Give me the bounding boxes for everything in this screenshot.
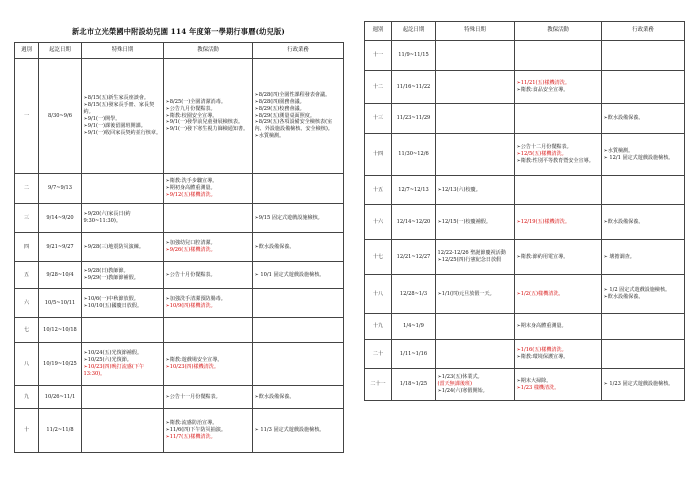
teaching-activities-cell [515,205,602,240]
date-range-cell: 10/26~11/1 [39,386,82,409]
entry-text: ➢10/23(四)晚打流感(下午13:30)。 [83,364,145,377]
admin-tasks-cell [602,275,685,314]
teaching-activities-cell [515,41,602,71]
document-title: 新北市立光榮國中附設幼兒園 114 年度第一學期行事曆(幼兒版) [72,27,285,36]
entry-text: ➢ 10/1 固定式遊戲設施檢核。 [254,271,325,278]
table-row [365,176,685,205]
entry-text: ➢9/15 固定式遊戲設施檢核。 [254,214,323,221]
admin-tasks-cell [253,233,344,262]
week-number-cell: 十九 [365,314,392,340]
table-row [365,104,685,134]
entry-text: ➢9/1(一)開學。 [83,116,121,122]
entry-text: ➢水質檢測。 [603,147,634,154]
week-number-cell: 十 [15,409,39,453]
date-range-cell: 11/30~12/6 [392,134,436,176]
date-range-cell: 10/12~10/18 [39,318,82,343]
date-range-cell: 1/11~1/16 [392,340,436,369]
teaching-activities-cell [164,204,253,233]
entry-text: ➢12/13(六)校慶。 [437,186,481,193]
header-admin-tasks: 行政業務 [253,43,344,59]
entry-text: ➢公告十二月份餐點表。 [516,144,572,151]
admin-tasks-cell [602,340,685,369]
header-range: 起訖日期 [392,22,436,41]
special-dates-cell [436,275,515,314]
entry-text: ➢8/28(四)園務會議。 [254,98,305,105]
admin-tasks-cell [602,176,685,205]
entry-text: ➢10/10(五)國慶日放假。 [83,303,143,309]
entry-text: ➢9/1(一)發學前兒童發展檢核表。 [165,119,244,126]
teaching-activities-cell [164,59,253,174]
table-row [15,262,344,289]
admin-tasks-cell [253,343,344,386]
date-range-cell: 1/18~1/25 [392,369,436,401]
entry-text: ➢衛教:遊戲場安全宣導。 [165,357,223,364]
entry-text: ➢ 11/3 固定式遊戲設施檢核。 [254,427,325,434]
table-row [365,275,685,314]
entry-text: ➢衛教:校園安全宣導。 [165,112,218,119]
special-dates-cell [82,59,164,174]
header-admin-tasks: 行政業務 [602,22,685,41]
week-number-cell: 二 [15,174,39,204]
entry-text: ➢8/29(五)各項設備安全檢核表(室內、外設施設備檢核、安全檢核)。 [254,119,333,133]
special-dates-cell [82,386,164,409]
entry-text: ➢12/19(五)樣機清洗。 [516,218,570,225]
teaching-activities-cell [164,289,253,318]
table-row [365,71,685,104]
teaching-activities-cell [164,343,253,386]
table-row [15,386,344,409]
special-dates-cell [436,41,515,71]
date-range-cell: 11/16~11/22 [392,71,436,104]
entry-text: ➢期末身高體重測量。 [516,323,567,330]
entry-text: ➢1/16(五)樣機清洗。 [516,347,567,354]
entry-text: ➢1/2(五)樣機清洗。 [516,290,564,297]
header-teaching-activities: 教保活動 [164,43,253,59]
entry-text: (當天無課後班) [437,381,473,388]
entry-text: ➢水質檢測。 [254,133,285,140]
admin-tasks-cell [602,314,685,340]
table-row [15,289,344,318]
entry-text: ➢10/6(一)中秋節放假。 [83,296,139,303]
date-range-cell: 9/7~9/13 [39,174,82,204]
special-dates-cell [82,343,164,386]
entry-text: ➢ 12/1 固定式遊戲設施檢核。 [603,154,674,161]
entry-text: ➢10/25(六)光復節。 [83,357,132,364]
admin-tasks-cell [602,41,685,71]
admin-tasks-cell [253,174,344,204]
teaching-activities-cell [515,134,602,176]
entry-text: ➢飲水設備保養。 [603,115,644,122]
teaching-activities-cell [515,176,602,205]
teaching-activities-cell [164,174,253,204]
teaching-activities-cell [515,275,602,314]
teaching-activities-cell [164,386,253,409]
week-number-cell: 九 [15,386,39,409]
entry-text: 12/22-12/26 聖誕節慶祝活動 [437,250,506,257]
date-range-cell: 12/28~1/3 [392,275,436,314]
week-number-cell: 一 [15,59,39,174]
week-number-cell: 二十 [365,340,392,369]
table-row [365,340,685,369]
entry-text: ➢1/24(六)寒假開始。 [437,387,488,394]
table-row [365,41,685,71]
admin-tasks-cell [602,205,685,240]
table-row [365,205,685,240]
entry-text: ➢8/25(一)全園清潔消毒。 [165,98,226,105]
schedule-table-right [364,21,685,401]
calendar-page-right [364,21,684,401]
date-range-cell: 10/19~10/25 [39,343,82,386]
week-number-cell: 五 [15,262,39,289]
date-range-cell: 11/2~11/8 [39,409,82,453]
entry-text: ➢8/29(五)校務會議。 [254,105,305,112]
entry-text: ➢公告十一月份餐點表。 [165,393,221,400]
admin-tasks-cell [602,240,685,275]
entry-text: ➢10/23(四)樣機清洗。 [165,364,219,370]
entry-text: ➢期末大掃除。 [516,377,552,384]
entry-text: ➢ 壞擔調查。 [603,253,635,260]
table-row [365,314,685,340]
special-dates-cell [436,205,515,240]
special-dates-cell [82,409,164,453]
entry-text: ➢ 1/23 固定式遊戲設施檢核。 [603,381,674,388]
entry-text: ➢衛教:性別平等教育暨安全宣導。 [516,157,594,164]
date-range-cell: 12/14~12/20 [392,205,436,240]
entry-text: ➢12/15(一)校慶補假。 [437,218,491,225]
week-number-cell: 十六 [365,205,392,240]
entry-text: ➢1/23(五)休業式。 [437,374,483,381]
week-number-cell: 三 [15,204,39,233]
entry-text: ➢公告十月份餐點表。 [165,271,216,278]
entry-text: ➢9/1(一)收回家長契約並行核章。 [83,129,162,136]
admin-tasks-cell [602,369,685,401]
week-number-cell: 十一 [365,41,392,71]
entry-text: ➢8/28(四)全園性課程發表會議。 [254,91,331,98]
week-number-cell: 十四 [365,134,392,176]
admin-tasks-cell [253,262,344,289]
special-dates-cell [82,233,164,262]
date-range-cell: 1/4~1/9 [392,314,436,340]
date-range-cell: 9/28~10/4 [39,262,82,289]
special-dates-cell [436,369,515,401]
teaching-activities-cell [164,233,253,262]
entry-text: ➢9/20(六)家長日(約9:30~11:30)。 [83,211,131,224]
schedule-table-left [14,42,344,453]
special-dates-cell [436,104,515,134]
week-number-cell: 四 [15,233,39,262]
entry-text: ➢飲水設備保養。 [603,294,644,300]
date-range-cell: 12/21~12/27 [392,240,436,275]
date-range-cell: 9/21~9/27 [39,233,82,262]
entry-text: ➢12/25(四)行憲紀念日放假 [437,257,502,263]
teaching-activities-cell [164,262,253,289]
special-dates-cell [436,340,515,369]
entry-text: ➢飲水設備保養。 [603,218,644,225]
date-range-cell: 9/14~9/20 [39,204,82,233]
week-number-cell: 八 [15,343,39,386]
week-number-cell: 六 [15,289,39,318]
admin-tasks-cell [253,59,344,174]
special-dates-cell [436,134,515,176]
admin-tasks-cell [602,71,685,104]
date-range-cell: 10/5~10/11 [39,289,82,318]
entry-text: ➢9/12(五)樣機清洗。 [165,191,216,198]
entry-text: ➢9/28(日)教師節。 [83,268,129,275]
table-row [15,409,344,453]
entry-text: ➢衛教:節約用電宣導。 [516,253,569,260]
table-row [15,59,344,174]
special-dates-cell [436,71,515,104]
week-number-cell: 十八 [365,275,392,314]
admin-tasks-cell [602,134,685,176]
entry-text: ➢8/29(五)測量桌面照度。 [254,112,315,119]
week-number-cell: 十二 [365,71,392,104]
teaching-activities-cell [515,340,602,369]
special-dates-cell [82,289,164,318]
special-dates-cell [436,176,515,205]
header-range: 起訖日期 [39,43,82,59]
entry-text: ➢8/15(五)新生家長座談會。 [83,95,150,102]
admin-tasks-cell [253,409,344,453]
entry-text: ➢衛教:洗手步驟宣導。 [165,178,218,185]
teaching-activities-cell [515,314,602,340]
header-special-dates: 特殊日期 [82,43,164,59]
admin-tasks-cell [253,318,344,343]
special-dates-cell [436,240,515,275]
entry-text: ➢飲水設備保養。 [254,393,295,400]
entry-text: ➢9/1(一)課後留園班開課。 [83,122,146,129]
teaching-activities-cell [515,369,602,401]
special-dates-cell [82,262,164,289]
entry-text: ➢1/23 樣機清洗。 [516,384,560,391]
table-row [15,343,344,386]
special-dates-cell [82,204,164,233]
teaching-activities-cell [164,318,253,343]
entry-text: ➢衛教:環境保護宣導。 [516,354,569,360]
header-week: 週別 [365,22,392,41]
entry-text: ➢10/24(五)光復節補假。 [83,350,143,357]
table-row [15,318,344,343]
table-row [365,240,685,275]
entry-text: ➢11/6(四)下午防災抽演。 [165,427,226,434]
admin-tasks-cell [253,386,344,409]
date-range-cell: 11/23~11/29 [392,104,436,134]
admin-tasks-cell [253,289,344,318]
entry-text: ➢8/15(五)發家長手冊、家長契約。 [83,102,155,116]
week-number-cell: 十五 [365,176,392,205]
special-dates-cell [436,314,515,340]
entry-text: ➢期初身高體重測量。 [165,185,216,192]
week-number-cell: 二十一 [365,369,392,401]
entry-text: ➢11/7(五)樣機清洗。 [165,433,216,440]
entry-text: ➢11/21(五)樣機清洗。 [516,80,570,87]
entry-text: ➢飲水設備保養。 [254,243,295,250]
entry-text: ➢9/1(一)發下寒生視力篩檢通知書。 [165,126,249,133]
entry-text: ➢12/5(五)樣機清洗。 [516,151,567,158]
entry-text: ➢9/26(五)樣機清洗。 [165,247,216,253]
entry-text: ➢9/28(三)地震防災演練。 [83,243,144,250]
teaching-activities-cell [164,409,253,453]
header-teaching-activities: 教保活動 [515,22,602,41]
table-row [15,204,344,233]
admin-tasks-cell [602,104,685,134]
week-number-cell: 十三 [365,104,392,134]
entry-text: ➢公告九月份餐點表。 [165,105,216,112]
table-row [15,174,344,204]
special-dates-cell [82,318,164,343]
admin-tasks-cell [253,204,344,233]
table-row [15,233,344,262]
entry-text: ➢9/29(一)教師節補假。 [83,275,139,281]
entry-text: ➢10/9(四)樣機清洗。 [165,303,216,309]
entry-text: ➢加強洗手清潔預防腸毒。 [165,296,226,303]
entry-text: ➢衛教:流感防治宣導。 [165,420,218,427]
date-range-cell: 11/9~11/15 [392,41,436,71]
entry-text: ➢1/1(四)元旦放假一天。 [437,290,495,297]
teaching-activities-cell [515,240,602,275]
special-dates-cell [82,174,164,204]
week-number-cell: 七 [15,318,39,343]
week-number-cell: 十七 [365,240,392,275]
date-range-cell: 8/30~9/6 [39,59,82,174]
date-range-cell: 12/7~12/13 [392,176,436,205]
table-row [365,134,685,176]
teaching-activities-cell [515,71,602,104]
entry-text: ➢衛教:食品安全宣導。 [516,87,569,93]
header-special-dates: 特殊日期 [436,22,515,41]
entry-text: ➢加強幼兒口腔清潔。 [165,240,216,247]
teaching-activities-cell [515,104,602,134]
table-row [365,369,685,401]
entry-text: ➢ 1/2 固定式遊戲設施檢核。 [603,287,671,294]
calendar-page-left [14,24,343,453]
header-week: 週別 [15,43,39,59]
